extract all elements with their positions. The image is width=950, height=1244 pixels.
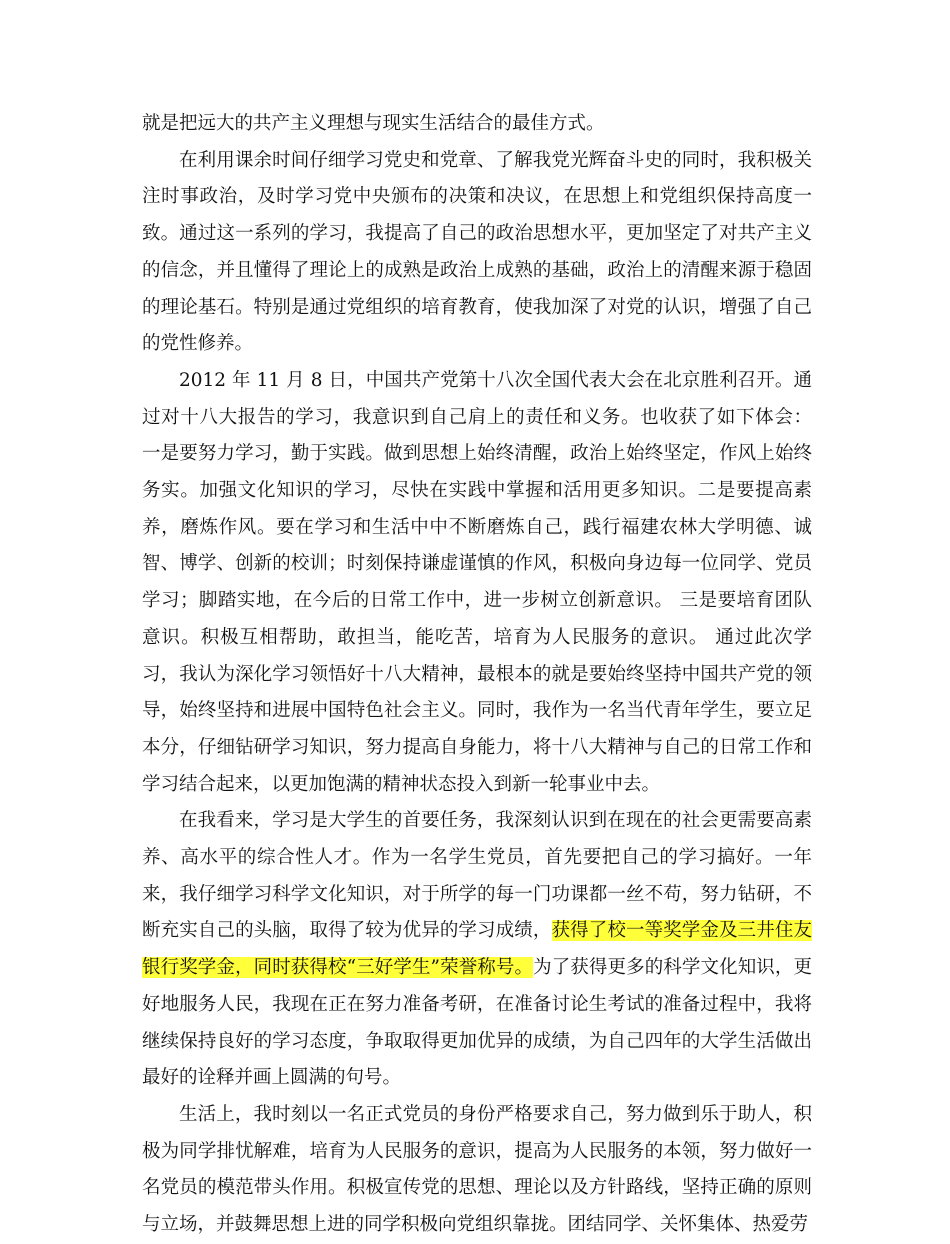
paragraph-4-text-end: 为了获得更多的科学文化知识，更好地服务人民，我现在正在努力准备考研，在准备讨论生考试的准备过程中，我将继续保持良好的学习态度，争取取得更加优异的成绩，为自己四年的大学生活做出最好的诠释并画上圆满的句号。 <box>142 957 812 1089</box>
document-page <box>142 106 812 1244</box>
paragraph-2 <box>142 143 812 363</box>
paragraph-4-text-start: 在我看来，学习是大学生的首要任务，我深刻认识到在现在的社会更需要高素养、高水平的综合性人才。作为一名学生党员，首先要把自己的学习搞好。一年来，我仔细学习科学文化知识，对于所学的每一门功课都一丝不苟，努力钻研，不断充实自己的头脑，取得了较为优异的学习成绩， <box>142 810 812 942</box>
paragraph-1-text: 就是把远大的共产主义理想与现实生活结合的最佳方式。 <box>142 113 605 134</box>
paragraph-4 <box>142 803 812 1097</box>
paragraph-3 <box>142 363 812 803</box>
paragraph-5 <box>142 1097 812 1244</box>
paragraph-3-text: 2012 年 11 月 8 日，中国共产党第十八次全国代表大会在北京胜利召开。通过对十八大报告的学习，我意识到自己肩上的责任和义务。也收获了如下体会： 一是要努力学习，勤于实践。做到思想上始终清醒，政治上始终坚定，作风上始终务实。加强文化知识的学习，尽快在实践中掌握和活用更多知识。二是要提高素养，磨炼作风。要在学习和生活中中不断磨炼自己，践行福建农林大学明德、诚智、博学、创新的校训；时刻保持谦虚谨慎的作风，积极向身边每一位同学、党员学习；脚踏实地，在今后的日常工作中，进一步树立创新意识。 三是要培育团队意识。积极互相帮助，敢担当，能吃苦，培育为人民服务的意识。 通过此次学习，我认为深化学习领悟好十八大精神，最根本的就是要始终坚持中国共产党的领导，始终坚持和进展中国特色社会主义。同时，我作为一名当代青年学生，要立足本分，仔细钻研学习知识，努力提高自身能力，将十八大精神与自己的日常工作和学习结合起来，以更加饱满的精神状态投入到新一轮事业中去。 <box>142 369 812 795</box>
paragraph-2-text: 在利用课余时间仔细学习党史和党章、了解我党光辉奋斗史的同时，我积极关注时事政治，及时学习党中央颁布的决策和决议，在思想上和党组织保持高度一致。通过这一系列的学习，我提高了自己的政治思想水平，更加坚定了对共产主义的信念，并且懂得了理论上的成熟是政治上成熟的基础，政治上的清醒来源于稳固的理论基石。特别是通过党组织的培育教育，使我加深了对党的认识，增强了自己的党性修养。 <box>142 149 812 355</box>
highlighted-award-text: 获得了校一等奖学金及三井住友银行奖学金，同时获得校“三好学生”荣誉称号。 <box>142 920 812 979</box>
paragraph-5-text: 生活上，我时刻以一名正式党员的身份严格要求自己，努力做到乐于助人，积极为同学排忧解难，培育为人民服务的意识，提高为人民服务的本领，努力做好一名党员的模范带头作用。积极宣传党的思想、理论以及方针路线，坚持正确的原则与立场，并鼓舞思想上进的同学积极向党组织靠拢。团结同学、关怀集体、热爱劳 <box>142 1103 812 1236</box>
paragraph-1 <box>142 106 812 143</box>
